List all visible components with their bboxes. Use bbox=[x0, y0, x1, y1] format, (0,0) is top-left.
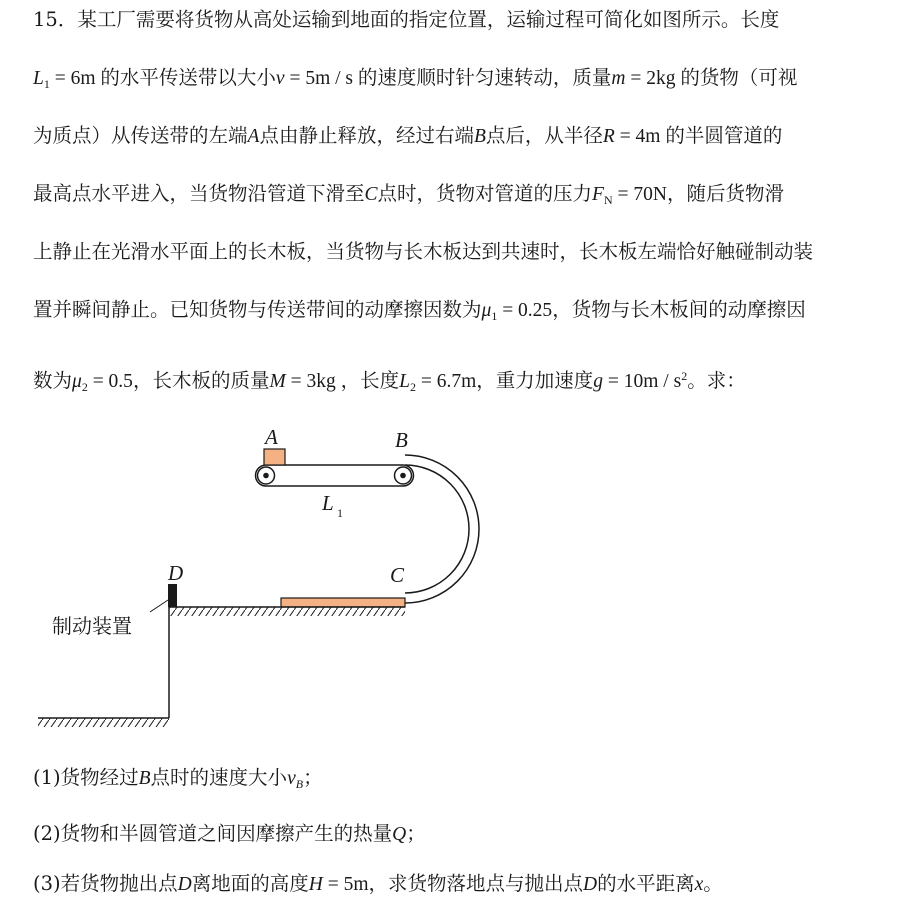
label-L: L bbox=[322, 491, 334, 515]
label-D: D bbox=[168, 561, 184, 585]
label-L-sub: 1 bbox=[337, 506, 343, 520]
label-C: C bbox=[390, 563, 405, 587]
problem-line-1: 15．某工厂需要将货物从高处运输到地面的指定位置，运输过程可简化如图所示。长度 bbox=[33, 8, 780, 31]
conveyor-belt bbox=[256, 465, 414, 486]
upper-ground bbox=[169, 607, 405, 616]
label-B: B bbox=[395, 428, 408, 452]
brake-device bbox=[168, 584, 177, 607]
problem-line-5: 上静止在光滑水平面上的长木板，当货物与长木板达到共速时，长木板左端恰好触碰制动装 bbox=[33, 240, 814, 263]
cargo-block bbox=[264, 449, 285, 465]
wooden-board bbox=[281, 598, 405, 607]
question-3: (3)若货物抛出点D离地面的高度H = 5m，求货物落地点与抛出点D的水平距离x。 bbox=[33, 872, 723, 895]
brake-leader-line bbox=[150, 600, 168, 612]
problem-number: 15． bbox=[33, 8, 78, 31]
problem-line-2: $L_1 = 6m$ 的水平传送带以大小v = 5m / s 的速度顺时针匀速转动，质量m = 2kg 的货物（可视 bbox=[33, 66, 798, 91]
semicircle-pipe bbox=[405, 455, 479, 603]
question-1: (1)货物经过B点时的速度大小$v_B$； bbox=[33, 766, 323, 791]
problem-line-4: 最高点水平进入，当货物沿管道下滑至C点时，货物对管道的压力$F_N = 70N$，随后货物滑 bbox=[33, 182, 784, 207]
question-2: (2)货物和半圆管道之间因摩擦产生的热量Q； bbox=[33, 822, 426, 845]
brake-label: 制动装置 bbox=[52, 614, 132, 638]
problem-line-7: 数为$\mu_2 = 0.5$，长木板的质量M = 3kg ，长度$L_2 = 6.7m$，重力加速度$g = 10m / s^2$。求： bbox=[33, 369, 746, 394]
problem-line-3: 为质点）从传送带的左端A点由静止释放，经过右端B点后，从半径R = 4m 的半圆管道的 bbox=[33, 124, 783, 147]
problem-line-6: 置并瞬间静止。已知货物与传送带间的动摩擦因数为$\mu_1 = 0.25$，货物与长木板间的动摩擦因 bbox=[33, 298, 806, 323]
lower-ground bbox=[38, 718, 169, 727]
label-A: A bbox=[265, 425, 278, 449]
